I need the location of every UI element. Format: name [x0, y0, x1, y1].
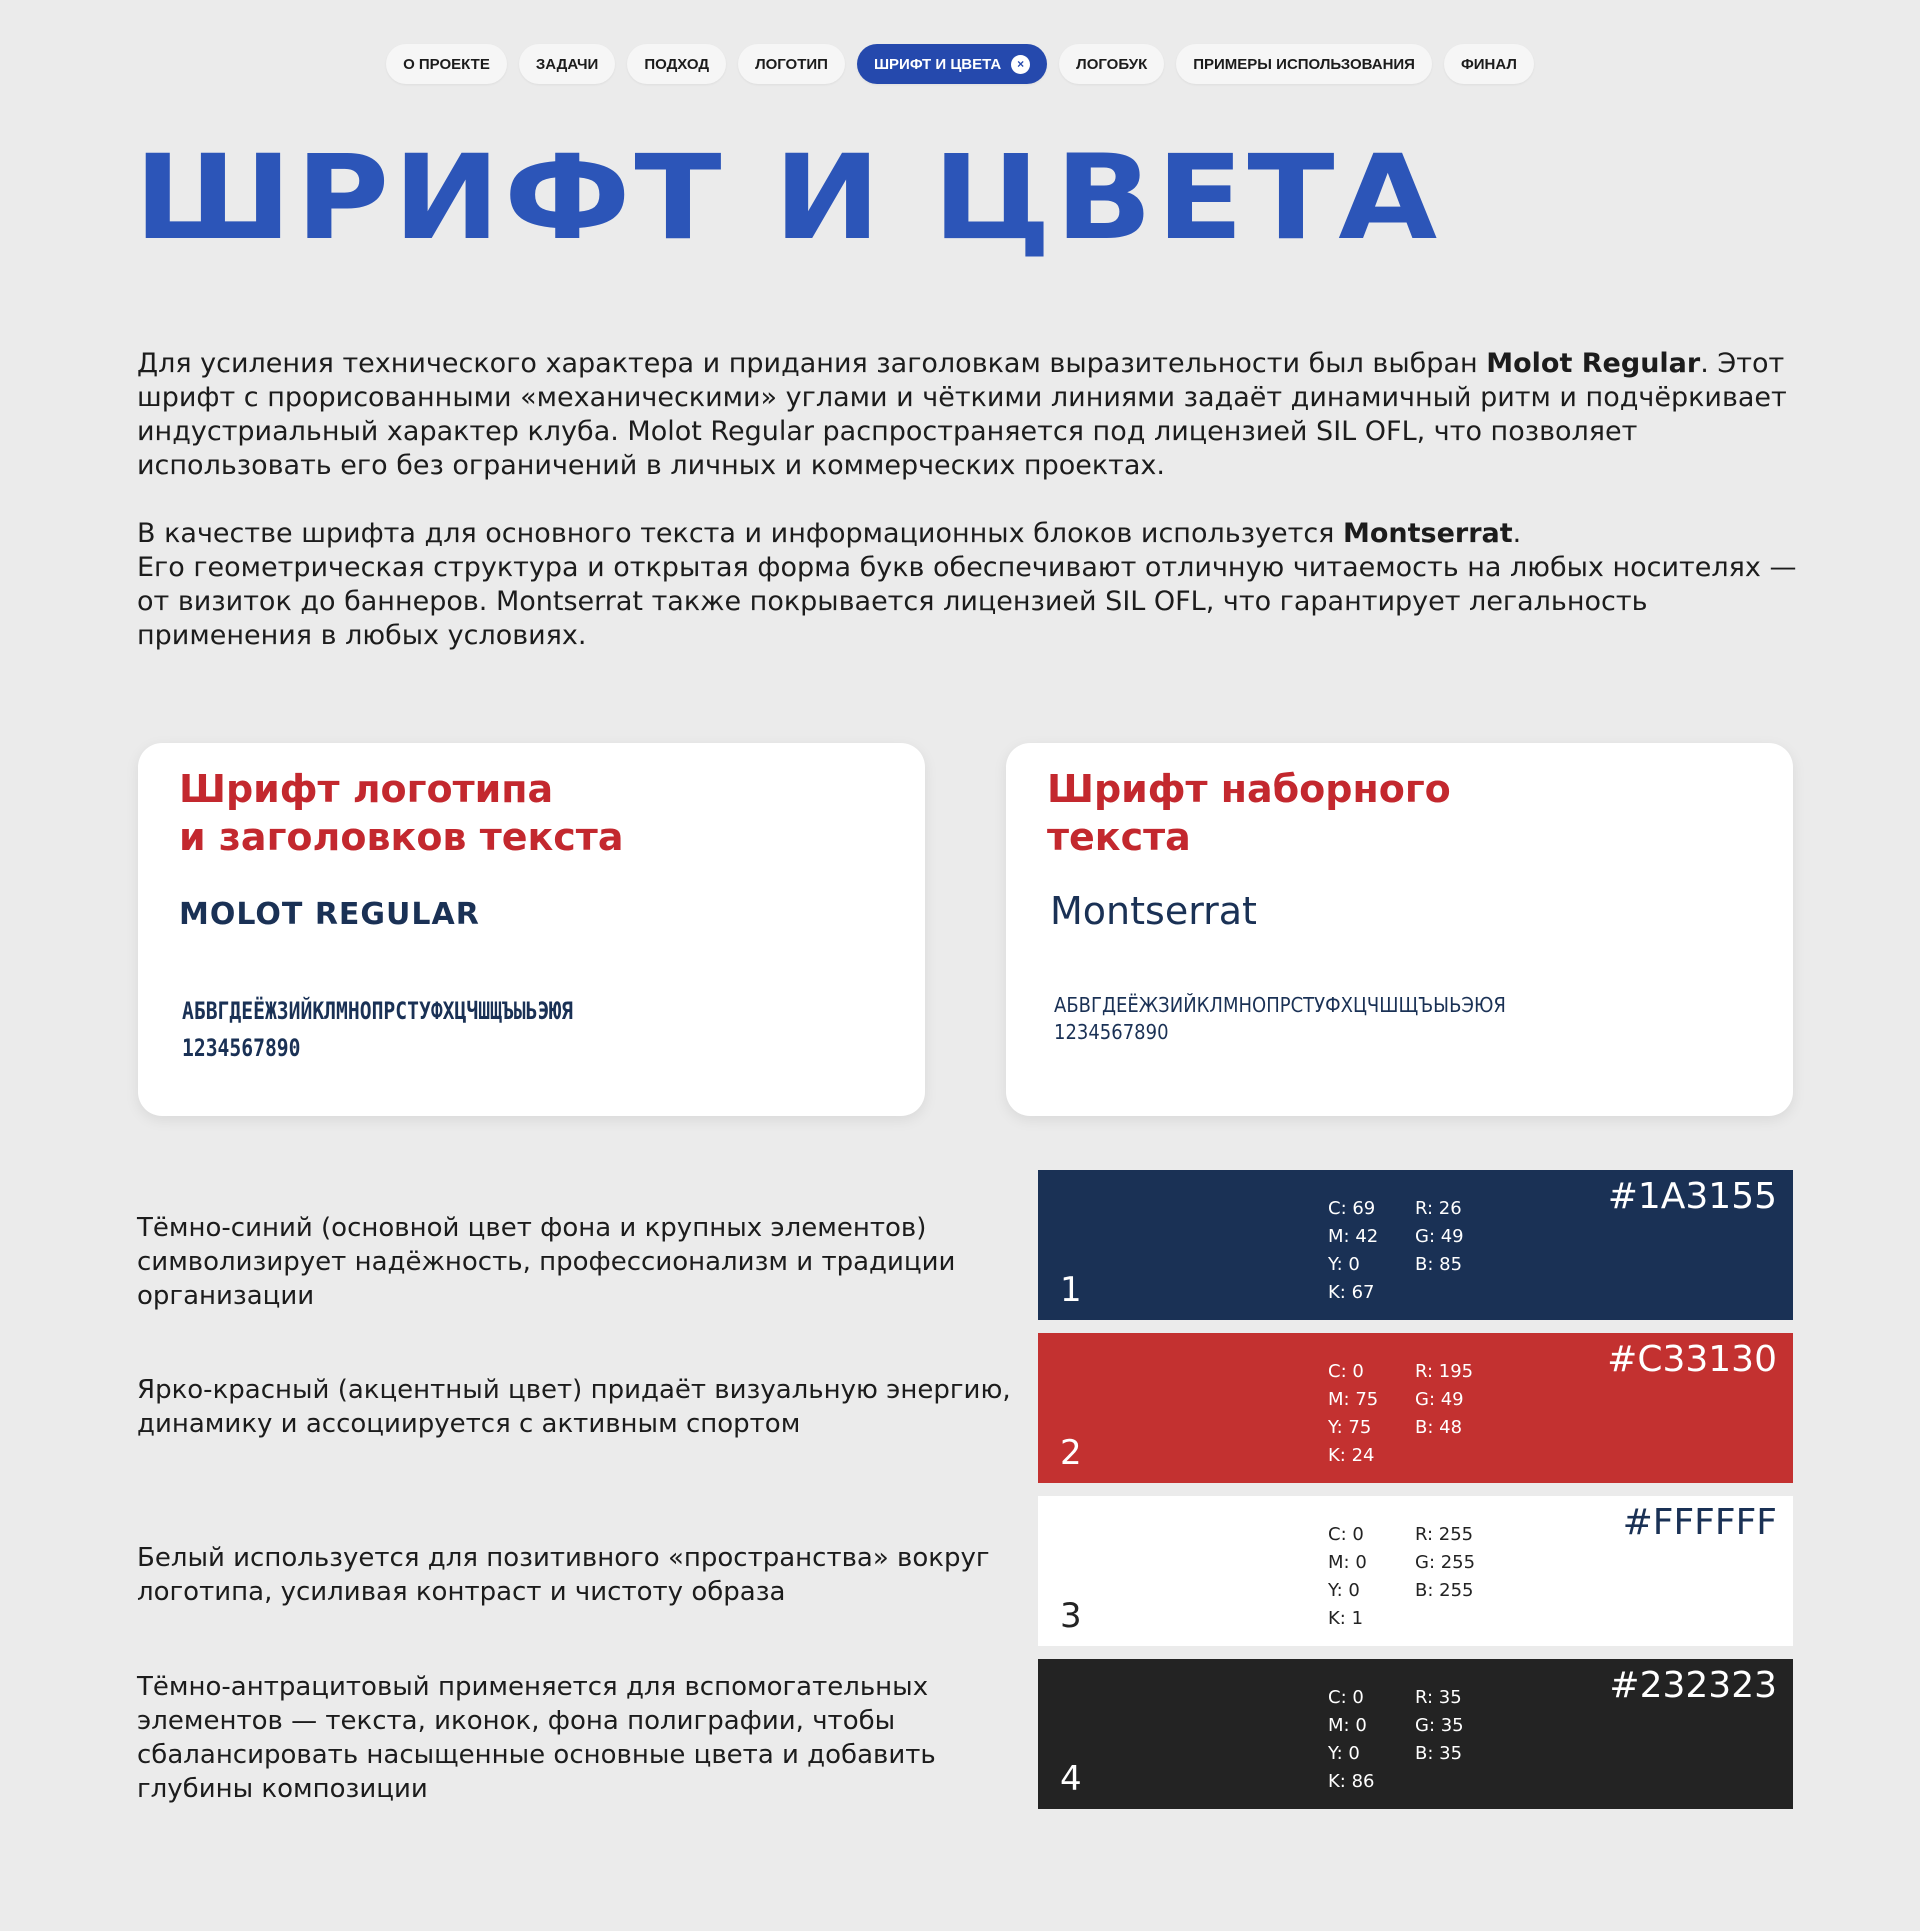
- swatch-cmyk: [1328, 1358, 1378, 1470]
- intro-paragraph-molot: [137, 347, 1797, 483]
- color-swatch-4: [1038, 1659, 1793, 1809]
- nav-item-label: ШРИФТ И ЦВЕТА: [873, 55, 1002, 73]
- text-font-card: [1006, 743, 1793, 1116]
- rgb-b: B: 85: [1415, 1254, 1463, 1275]
- cmyk-m: M: 75: [1328, 1389, 1379, 1410]
- swatch-rgb: [1415, 1358, 1473, 1442]
- rgb-b: B: 48: [1415, 1417, 1463, 1438]
- rgb-r: R: 195: [1415, 1361, 1474, 1382]
- color-swatch-1: [1038, 1170, 1793, 1320]
- specimen-digits: 1234567890: [1054, 1020, 1169, 1044]
- intro-text-span: Его геометрическая структура и открытая форма букв обеспечивают отличную читаемость на любых носителях — от визиток до баннеров. Montserrat также покрывается лицензией SIL OFL, что гарантирует легальность применения в любых условиях.: [137, 552, 1797, 651]
- cmyk-k: K: 1: [1328, 1608, 1364, 1629]
- swatch-rgb: [1415, 1521, 1475, 1605]
- font-name: MOLOT REGULAR: [179, 897, 480, 932]
- font-specimen: [182, 993, 772, 1067]
- swatch-cmyk: [1328, 1195, 1378, 1307]
- cmyk-y: Y: 75: [1328, 1417, 1372, 1438]
- swatch-number: 3: [1060, 1596, 1082, 1636]
- intro-text: [137, 347, 1797, 687]
- cmyk-y: Y: 0: [1328, 1580, 1360, 1601]
- color-swatch-2: [1038, 1333, 1793, 1483]
- swatch-number: 1: [1060, 1270, 1082, 1310]
- swatch-rgb: [1415, 1195, 1464, 1279]
- intro-bold-font-name: Molot Regular: [1486, 348, 1701, 379]
- swatch-hex: #232323: [1609, 1665, 1777, 1706]
- rgb-r: R: 26: [1415, 1198, 1462, 1219]
- cmyk-k: K: 67: [1328, 1282, 1375, 1303]
- page-title: ШРИФТ И ЦВЕТА: [134, 130, 1441, 267]
- cmyk-m: M: 42: [1328, 1226, 1379, 1247]
- nav-item-approach[interactable]: ПОДХОД: [627, 44, 726, 84]
- swatch-number: 2: [1060, 1433, 1082, 1473]
- section-nav: [0, 44, 1920, 84]
- nav-item-final[interactable]: ФИНАЛ: [1444, 44, 1534, 84]
- cmyk-y: Y: 0: [1328, 1254, 1360, 1275]
- logo-font-card: [138, 743, 925, 1116]
- cmyk-k: K: 24: [1328, 1445, 1375, 1466]
- cmyk-m: M: 0: [1328, 1552, 1367, 1573]
- color-description-2: Ярко-красный (акцентный цвет) придаёт визуальную энергию, динамику и ассоциируется с активным спортом: [137, 1375, 1011, 1439]
- cmyk-k: K: 86: [1328, 1771, 1375, 1792]
- swatch-cmyk: [1328, 1521, 1367, 1633]
- nav-item-logobook[interactable]: ЛОГОБУК: [1059, 44, 1164, 84]
- intro-text-span: В качестве шрифта для основного текста и информационных блоков используется: [137, 518, 1343, 549]
- swatch-cmyk: [1328, 1684, 1375, 1796]
- specimen-alphabet: АБВГДЕЁЖЗИЙКЛМНОПРСТУФХЦЧШЩЪЫЬЭЮЯ: [182, 997, 573, 1025]
- rgb-g: G: 255: [1415, 1552, 1476, 1573]
- rgb-r: R: 255: [1415, 1524, 1474, 1545]
- cmyk-c: C: 0: [1328, 1524, 1364, 1545]
- cmyk-y: Y: 0: [1328, 1743, 1360, 1764]
- rgb-b: B: 35: [1415, 1743, 1463, 1764]
- swatch-rgb: [1415, 1684, 1464, 1768]
- cmyk-c: C: 0: [1328, 1361, 1364, 1382]
- intro-text-span: .: [1512, 518, 1522, 549]
- color-description-4: Тёмно-антрацитовый применяется для вспомогательных элементов — текста, иконок, фона полиграфии, чтобы сбалансировать насыщенные основные цвета и добавить глубины композиции: [137, 1672, 936, 1804]
- swatch-number: 4: [1060, 1759, 1082, 1799]
- swatch-hex: #C33130: [1607, 1339, 1777, 1380]
- close-icon[interactable]: ×: [1011, 55, 1030, 74]
- rgb-r: R: 35: [1415, 1687, 1462, 1708]
- cmyk-c: C: 69: [1328, 1198, 1376, 1219]
- specimen-digits: 1234567890: [182, 1034, 301, 1062]
- intro-text-span: . Этот шрифт с прорисованными «механическими» углами и чёткими линиями задаёт динамичный ритм и подчёркивает индустриальный характер клуба. Molot Regular распространяется под лицензией SIL OFL, что позволяет использовать его без ограничений в личных и коммерческих проектах.: [137, 348, 1787, 481]
- intro-bold-font-name: Montserrat: [1342, 518, 1513, 549]
- cmyk-c: C: 0: [1328, 1687, 1364, 1708]
- intro-text-span: Для усиления технического характера и придания заголовкам выразительности был выбран: [137, 348, 1487, 379]
- font-specimen: [1054, 992, 1506, 1046]
- nav-item-tasks[interactable]: ЗАДАЧИ: [519, 44, 615, 84]
- swatch-hex: #FFFFFF: [1622, 1502, 1777, 1543]
- card-heading: Шрифт наборного текста: [1047, 767, 1451, 859]
- color-description-3: Белый используется для позитивного «пространства» вокруг логотипа, усиливая контраст и чистоту образа: [137, 1543, 990, 1607]
- rgb-g: G: 35: [1415, 1715, 1464, 1736]
- color-description-1: Тёмно-синий (основной цвет фона и крупных элементов) символизирует надёжность, профессионализм и традиции организации: [137, 1213, 956, 1311]
- nav-item-logo[interactable]: ЛОГОТИП: [738, 44, 845, 84]
- intro-paragraph-montserrat: [137, 517, 1797, 653]
- card-heading: Шрифт логотипа и заголовков текста: [179, 767, 624, 859]
- swatch-hex: #1A3155: [1607, 1176, 1777, 1217]
- nav-item-fonts-colors[interactable]: [857, 44, 1047, 84]
- specimen-alphabet: АБВГДЕЁЖЗИЙКЛМНОПРСТУФХЦЧШЩЪЫЬЭЮЯ: [1054, 993, 1506, 1017]
- font-name: Montserrat: [1050, 889, 1257, 933]
- rgb-b: B: 255: [1415, 1580, 1474, 1601]
- rgb-g: G: 49: [1415, 1226, 1464, 1247]
- color-swatch-3: [1038, 1496, 1793, 1646]
- nav-item-examples[interactable]: ПРИМЕРЫ ИСПОЛЬЗОВАНИЯ: [1176, 44, 1432, 84]
- cmyk-m: M: 0: [1328, 1715, 1367, 1736]
- rgb-g: G: 49: [1415, 1389, 1464, 1410]
- nav-item-about[interactable]: О ПРОЕКТЕ: [386, 44, 507, 84]
